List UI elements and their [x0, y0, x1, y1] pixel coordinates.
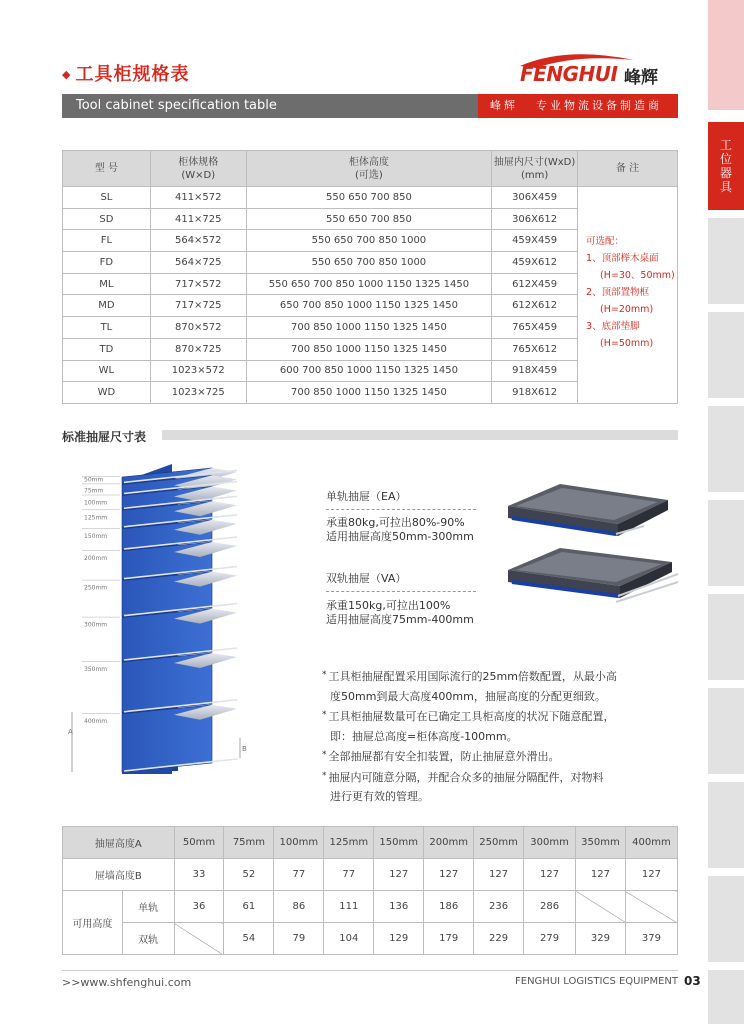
- cell-inner: 612X612: [492, 295, 578, 317]
- note-line: * 全部抽屉都有安全扣装置，防止抽屉意外滑出。: [322, 750, 560, 763]
- cell-heights: 700 850 1000 1150 1325 1450: [246, 382, 491, 404]
- side-tab[interactable]: [708, 688, 744, 774]
- subtitle-bar: [62, 94, 478, 118]
- cell-size: 411×725: [150, 208, 246, 230]
- cell-inner: 459X459: [492, 230, 578, 252]
- side-tab[interactable]: [708, 782, 744, 868]
- cell-double: 179: [424, 923, 474, 955]
- drawer-height-label: 125mm: [84, 514, 108, 522]
- cell-wall: 127: [474, 859, 524, 891]
- cell-double: 104: [324, 923, 374, 955]
- header-model: 型 号: [63, 151, 151, 187]
- single-rail-title: 单轨抽屉（EA）: [326, 490, 407, 503]
- cell-size: 1023×572: [150, 360, 246, 382]
- cell-not-applicable: [625, 891, 677, 923]
- cell-heights: 700 850 1000 1150 1325 1450: [246, 338, 491, 360]
- cell-heights: 600 700 850 1000 1150 1325 1450: [246, 360, 491, 382]
- cell-size: 870×572: [150, 317, 246, 339]
- dashed-divider: [326, 591, 476, 592]
- cell-model: SD: [63, 208, 151, 230]
- dimension-a-label: A: [68, 728, 73, 736]
- cell-double: 329: [576, 923, 626, 955]
- single-rail-spec-2: 适用抽屉高度50mm-300mm: [326, 530, 474, 543]
- page-title-text: 工具柜规格表: [75, 64, 190, 85]
- note-line: * 抽屉内可随意分隔，并配合众多的抽屉分隔配件，对物料: [322, 770, 604, 784]
- cell-inner: 306X459: [492, 187, 578, 209]
- cell-not-applicable: [576, 891, 626, 923]
- cell-inner: 918X612: [492, 382, 578, 404]
- cell-wall: 127: [424, 859, 474, 891]
- row-label-single-rail: 单轨: [122, 891, 174, 923]
- cell-heights: 550 650 700 850: [246, 187, 491, 209]
- cell-model: TD: [63, 338, 151, 360]
- cell-model: ML: [63, 273, 151, 295]
- cell-inner: 306X612: [492, 208, 578, 230]
- side-tab-strip: [708, 0, 744, 1024]
- cell-size: 1023×725: [150, 382, 246, 404]
- cell-height: 350mm: [576, 827, 626, 859]
- cell-heights: 550 650 700 850 1000 1150 1325 1450: [246, 273, 491, 295]
- cell-height: 125mm: [324, 827, 374, 859]
- side-tab[interactable]: [708, 406, 744, 492]
- options-line: (H=20mm): [600, 304, 654, 315]
- row-label-usable-height: 可用高度: [63, 891, 123, 955]
- cell-inner: 765X459: [492, 317, 578, 339]
- asterisk-icon: *: [322, 750, 327, 760]
- cell-model: SL: [63, 187, 151, 209]
- options-line: 1、顶部榉木桌面: [586, 253, 659, 264]
- side-tab[interactable]: [708, 594, 744, 680]
- single-rail-spec-1: 承重80kg,可拉出80%-90%: [326, 516, 465, 529]
- drawer-height-label: 350mm: [84, 666, 108, 673]
- cell-wall: 127: [524, 859, 576, 891]
- feature-notes: [322, 666, 617, 807]
- cell-inner: 765X612: [492, 338, 578, 360]
- cell-double: 379: [625, 923, 677, 955]
- cell-single: 136: [374, 891, 424, 923]
- cell-heights: 550 650 700 850 1000: [246, 252, 491, 274]
- brand-bar: [478, 94, 678, 118]
- cell-size: 870×725: [150, 338, 246, 360]
- side-tab[interactable]: [708, 312, 744, 398]
- drawer-height-label: 250mm: [84, 584, 108, 592]
- side-tab-label: 工 位 器 具: [719, 138, 732, 194]
- drawer-rail-illustration: [494, 478, 680, 610]
- single-rail-drawer-image: [508, 484, 668, 536]
- cell-model: FD: [63, 252, 151, 274]
- side-tab[interactable]: [708, 0, 744, 110]
- note-line: 度50mm到最大高度400mm，抽屉高度的分配更细致。: [330, 689, 606, 703]
- cell-size: 564×725: [150, 252, 246, 274]
- side-tab[interactable]: [708, 876, 744, 962]
- cell-wall: 77: [324, 859, 374, 891]
- drawer-height-label: 300mm: [84, 621, 108, 629]
- cell-double: 129: [374, 923, 424, 955]
- cell-single: 111: [324, 891, 374, 923]
- options-line: (H=50mm): [600, 338, 654, 349]
- double-rail-title: 双轨抽屉（VA）: [326, 572, 407, 585]
- cell-size: 564×572: [150, 230, 246, 252]
- table-row: [63, 891, 678, 923]
- section-divider: [162, 430, 678, 440]
- cell-height: 200mm: [424, 827, 474, 859]
- cell-model: MD: [63, 295, 151, 317]
- cell-heights: 550 650 700 850 1000: [246, 230, 491, 252]
- header-height: 柜体高度 (可选): [246, 151, 491, 187]
- cell-wall: 52: [224, 859, 274, 891]
- double-rail-drawer-image: [508, 548, 678, 602]
- cell-wall: 127: [625, 859, 677, 891]
- cell-heights: 700 850 1000 1150 1325 1450: [246, 317, 491, 339]
- drawer-height-labels: [82, 476, 120, 724]
- spec-row: [63, 187, 678, 209]
- options-line: 2、顶部置物框: [586, 287, 650, 298]
- cell-single: 61: [224, 891, 274, 923]
- footer-company: FENGHUI LOGISTICS EQUIPMENT: [515, 976, 678, 987]
- page-number: 03: [684, 974, 701, 988]
- note-line: * 工具柜抽屉配置采用国际流行的25mm倍数配置，从最小高: [322, 670, 617, 683]
- cabinet-illustration: [62, 462, 262, 782]
- cabinet-drawers: [122, 468, 237, 772]
- cell-double: 279: [524, 923, 576, 955]
- table-row: [63, 923, 678, 955]
- drawer-height-label: 200mm: [84, 555, 108, 562]
- cell-size: 717×725: [150, 295, 246, 317]
- cell-model: TL: [63, 317, 151, 339]
- spec-table-header: [63, 151, 678, 187]
- cell-double: 54: [224, 923, 274, 955]
- double-rail-spec-2: 适用抽屉高度75mm-400mm: [326, 613, 474, 626]
- asterisk-icon: *: [322, 670, 327, 680]
- drawer-height-label: 100mm: [84, 499, 108, 507]
- cell-size: 717×572: [150, 273, 246, 295]
- dashed-divider: [326, 509, 476, 510]
- side-tab-active[interactable]: [708, 122, 744, 210]
- cell-single: 236: [474, 891, 524, 923]
- options-line: (H=30、50mm): [600, 270, 675, 281]
- cell-double: 79: [274, 923, 324, 955]
- footer-divider: [62, 970, 678, 971]
- note-line: 进行更有效的管理。: [330, 790, 429, 803]
- options-notes: [578, 187, 678, 404]
- options-line: 可选配：: [586, 236, 625, 247]
- cell-not-applicable: [174, 923, 224, 955]
- cell-wall: 33: [174, 859, 224, 891]
- cell-wall: 127: [374, 859, 424, 891]
- section-title: 标准抽屉尺寸表: [62, 430, 147, 444]
- options-line: 3、底部垫脚: [586, 321, 640, 332]
- cell-single: 286: [524, 891, 576, 923]
- row-label-double-rail: 双轨: [122, 923, 174, 955]
- cell-model: WD: [63, 382, 151, 404]
- header-size: 柜体规格 (W×D): [150, 151, 246, 187]
- cell-double: 229: [474, 923, 524, 955]
- cell-model: FL: [63, 230, 151, 252]
- drawer-height-label: 50mm: [84, 476, 104, 484]
- cell-height: 50mm: [174, 827, 224, 859]
- header-inner: 抽屉内尺寸(WxD) (mm): [492, 151, 578, 187]
- cell-size: 411×572: [150, 187, 246, 209]
- diamond-bullet-icon: ◆: [62, 68, 72, 81]
- cell-height: 400mm: [625, 827, 677, 859]
- side-tab[interactable]: [708, 500, 744, 586]
- cell-single: 86: [274, 891, 324, 923]
- footer-website[interactable]: >>www.shfenghui.com: [62, 976, 192, 989]
- cell-single: 186: [424, 891, 474, 923]
- dimension-b-label: B: [242, 745, 247, 753]
- table-row: [63, 859, 678, 891]
- company-logo: [506, 50, 676, 90]
- cell-height: 100mm: [274, 827, 324, 859]
- brand-tagline: 专业物流设备制造商: [536, 99, 662, 112]
- cell-height: 150mm: [374, 827, 424, 859]
- cell-single: 36: [174, 891, 224, 923]
- cell-model: WL: [63, 360, 151, 382]
- note-line: * 工具柜抽屉数量可在已确定工具柜高度的状况下随意配置，: [322, 710, 615, 723]
- cell-wall: 77: [274, 859, 324, 891]
- drawer-height-table: [62, 826, 678, 955]
- double-rail-spec-1: 承重150kg,可拉出100%: [326, 599, 451, 612]
- cell-inner: 459X612: [492, 252, 578, 274]
- subtitle-en: Tool cabinet specification table: [76, 98, 277, 113]
- asterisk-icon: *: [322, 770, 327, 781]
- side-tab[interactable]: [708, 970, 744, 1024]
- cell-height: 250mm: [474, 827, 524, 859]
- cell-height: 75mm: [224, 827, 274, 859]
- drawer-height-label: 400mm: [84, 717, 108, 725]
- cell-wall: 127: [576, 859, 626, 891]
- row-label-wall-height: 屉墙高度B: [63, 859, 175, 891]
- cell-height: 300mm: [524, 827, 576, 859]
- cell-heights: 650 700 850 1000 1150 1325 1450: [246, 295, 491, 317]
- page-title: [62, 60, 189, 86]
- logo-wordmark: FENGHUI: [520, 62, 618, 86]
- cell-inner: 612X459: [492, 273, 578, 295]
- drawer-height-label: 75mm: [84, 487, 104, 495]
- row-label-drawer-height: 抽屉高度A: [63, 827, 175, 859]
- drawer-height-label: 150mm: [84, 532, 108, 540]
- asterisk-icon: *: [322, 710, 327, 720]
- table-row: [63, 827, 678, 859]
- logo-chinese-name: 峰辉: [624, 68, 658, 88]
- side-tab[interactable]: [708, 218, 744, 304]
- note-line: 即：抽屉总高度=柜体高度-100mm。: [330, 729, 518, 743]
- cell-heights: 550 650 700 850: [246, 208, 491, 230]
- brand-name: 峰辉: [490, 99, 518, 112]
- header-notes: 备 注: [578, 151, 678, 187]
- cell-inner: 918X459: [492, 360, 578, 382]
- spec-table: [62, 150, 678, 404]
